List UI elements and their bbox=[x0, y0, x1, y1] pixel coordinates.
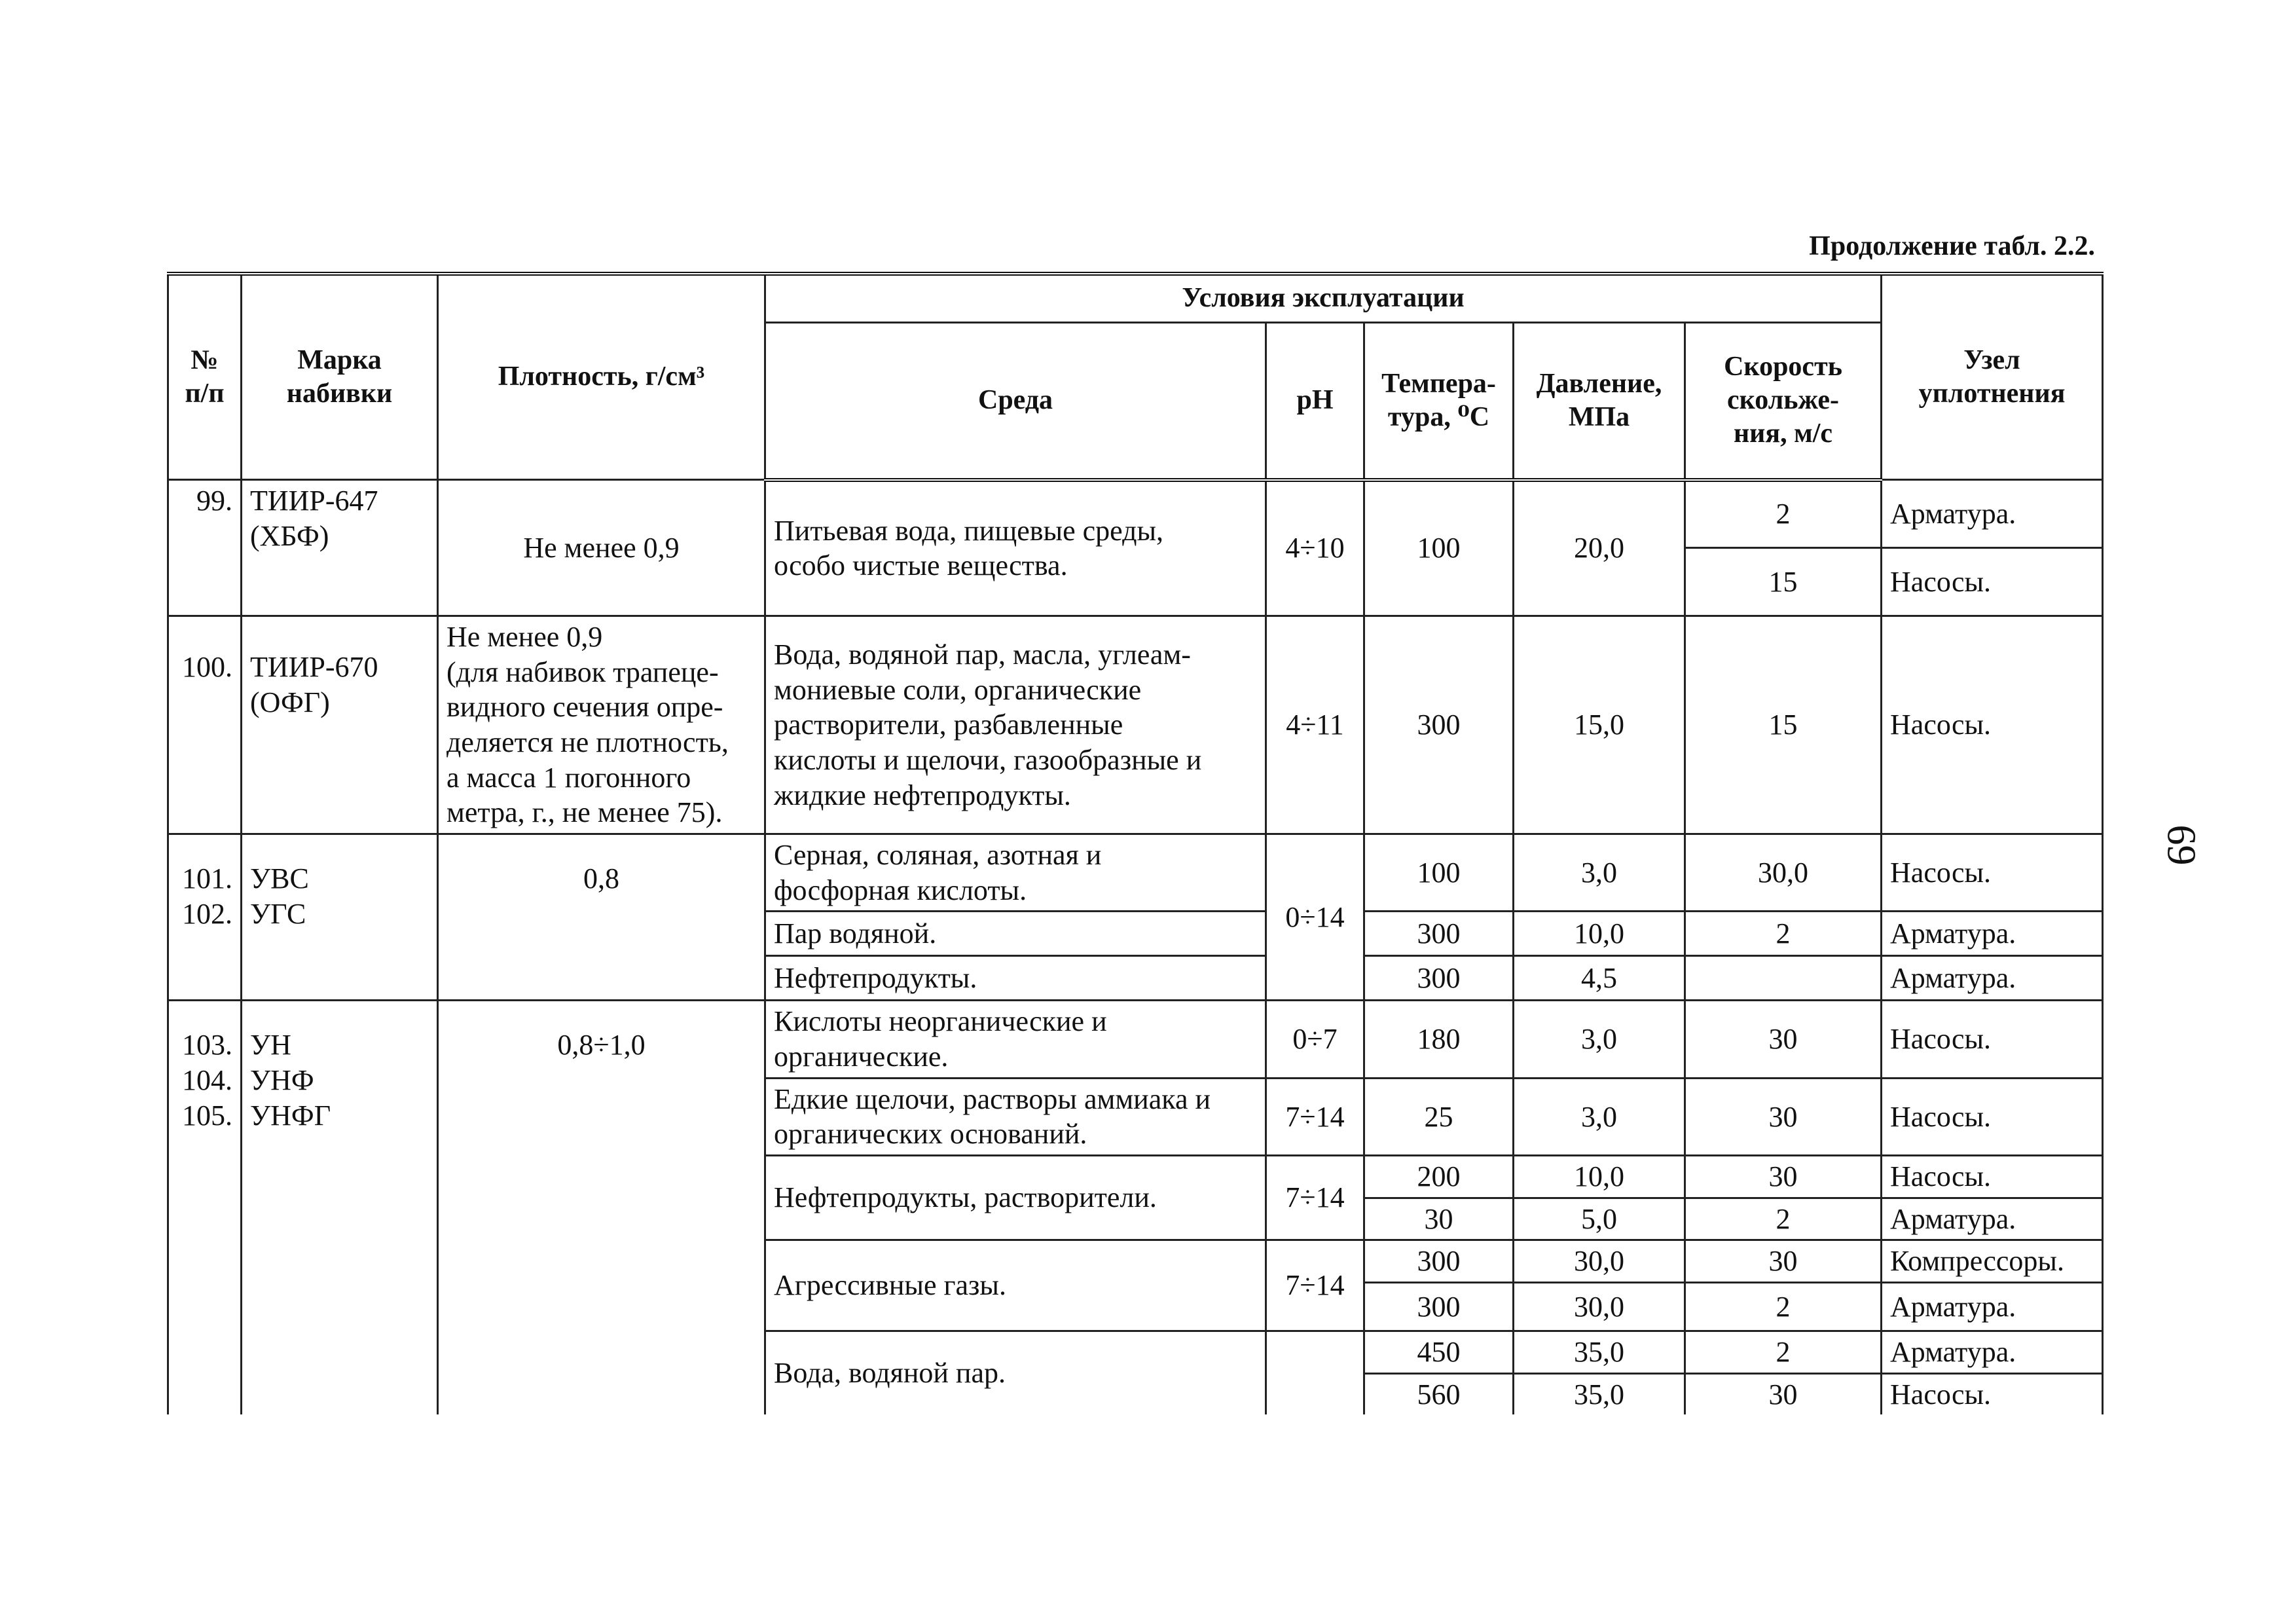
row-ph: 0÷7 bbox=[1266, 1001, 1364, 1078]
row-env: Агрессивные газы. bbox=[765, 1240, 1266, 1331]
row-pressure: 35,0 bbox=[1514, 1373, 1685, 1414]
row-ph: 4÷10 bbox=[1266, 480, 1364, 616]
row-env: Едкие щелочи, растворы аммиака и органических оснований. bbox=[765, 1078, 1266, 1155]
row-ph: 0÷14 bbox=[1266, 834, 1364, 1001]
row-pressure: 10,0 bbox=[1514, 1156, 1685, 1198]
row-node: Арматура. bbox=[1882, 956, 2103, 1001]
row-num: 101. 102. bbox=[168, 834, 242, 1001]
header-pressure: Давление, МПа bbox=[1514, 323, 1685, 480]
row-ph: 4÷11 bbox=[1266, 616, 1364, 834]
row-ph: 7÷14 bbox=[1266, 1156, 1364, 1240]
header-density: Плотность, г/см³ bbox=[438, 274, 765, 480]
row-temp: 300 bbox=[1364, 1240, 1514, 1283]
row-num: 99. bbox=[168, 480, 242, 616]
row-density: Не менее 0,9 bbox=[438, 480, 765, 616]
header-temp: Темпера- тура, ⁰С bbox=[1364, 323, 1514, 480]
row-temp: 100 bbox=[1364, 480, 1514, 616]
header-speed: Скорость скольже- ния, м/с bbox=[1685, 323, 1882, 480]
header-ph: pH bbox=[1266, 323, 1364, 480]
row-node: Компрессоры. bbox=[1882, 1240, 2103, 1283]
row-pressure: 5,0 bbox=[1514, 1198, 1685, 1240]
row-density: 0,8÷1,0 bbox=[438, 1001, 765, 1415]
header-node: Узел уплотнения bbox=[1882, 274, 2103, 480]
row-pressure: 3,0 bbox=[1514, 834, 1685, 912]
table-row bbox=[168, 480, 2103, 548]
row-node: Насосы. bbox=[1882, 1078, 2103, 1155]
row-speed: 15 bbox=[1685, 548, 1882, 616]
header-mark: Марка набивки bbox=[242, 274, 438, 480]
row-temp: 300 bbox=[1364, 956, 1514, 1001]
row-env: Нефтепродукты, растворители. bbox=[765, 1156, 1266, 1240]
row-env: Вода, водяной пар, масла, углеам- мониевые соли, органические растворители, разбавленные кислоты и щелочи, газообразные и жидкие нефтепродукты. bbox=[765, 616, 1266, 834]
row-node: Насосы. bbox=[1882, 1001, 2103, 1078]
row-mark: ТИИР-670 (ОФГ) bbox=[242, 616, 438, 834]
row-ph: 7÷14 bbox=[1266, 1240, 1364, 1331]
row-speed: 30,0 bbox=[1685, 834, 1882, 912]
row-mark: УВС УГС bbox=[242, 834, 438, 1001]
row-pressure: 30,0 bbox=[1514, 1283, 1685, 1331]
row-mark: УН УНФ УНФГ bbox=[242, 1001, 438, 1415]
packing-table bbox=[167, 272, 2104, 1414]
row-speed: 2 bbox=[1685, 1283, 1882, 1331]
row-pressure: 15,0 bbox=[1514, 616, 1685, 834]
header-env: Среда bbox=[765, 323, 1266, 480]
row-temp: 300 bbox=[1364, 616, 1514, 834]
row-node: Насосы. bbox=[1882, 1156, 2103, 1198]
row-pressure: 3,0 bbox=[1514, 1001, 1685, 1078]
row-mark: ТИИР-647 (ХБФ) bbox=[242, 480, 438, 616]
row-speed: 2 bbox=[1685, 1198, 1882, 1240]
row-speed: 30 bbox=[1685, 1156, 1882, 1198]
row-node: Арматура. bbox=[1882, 1331, 2103, 1374]
row-ph: 7÷14 bbox=[1266, 1078, 1364, 1155]
row-env: Кислоты неорганические и органические. bbox=[765, 1001, 1266, 1078]
row-temp: 25 bbox=[1364, 1078, 1514, 1155]
row-speed: 2 bbox=[1685, 480, 1882, 548]
row-node: Насосы. bbox=[1882, 834, 2103, 912]
row-speed bbox=[1685, 956, 1882, 1001]
row-temp: 180 bbox=[1364, 1001, 1514, 1078]
row-pressure: 30,0 bbox=[1514, 1240, 1685, 1283]
row-node: Насосы. bbox=[1882, 1373, 2103, 1414]
row-pressure: 35,0 bbox=[1514, 1331, 1685, 1374]
row-env: Вода, водяной пар. bbox=[765, 1331, 1266, 1415]
table-row bbox=[168, 1001, 2103, 1078]
row-speed: 2 bbox=[1685, 1331, 1882, 1374]
row-speed: 30 bbox=[1685, 1001, 1882, 1078]
table-row bbox=[168, 834, 2103, 912]
header-num: № п/п bbox=[168, 274, 242, 480]
row-pressure: 3,0 bbox=[1514, 1078, 1685, 1155]
row-env: Питьевая вода, пищевые среды, особо чистые вещества. bbox=[765, 480, 1266, 616]
row-node: Арматура. bbox=[1882, 1283, 2103, 1331]
row-speed: 30 bbox=[1685, 1078, 1882, 1155]
row-num: 103. 104. 105. bbox=[168, 1001, 242, 1415]
row-env: Пар водяной. bbox=[765, 912, 1266, 956]
row-env: Серная, соляная, азотная и фосфорная кислоты. bbox=[765, 834, 1266, 912]
row-density: Не менее 0,9 (для набивок трапеце- видного сечения опре- деляется не плотность, а масса 1 погонного метра, г., не менее 75). bbox=[438, 616, 765, 834]
row-env: Нефтепродукты. bbox=[765, 956, 1266, 1001]
row-ph bbox=[1266, 1331, 1364, 1415]
row-temp: 200 bbox=[1364, 1156, 1514, 1198]
row-pressure: 4,5 bbox=[1514, 956, 1685, 1001]
row-speed: 30 bbox=[1685, 1373, 1882, 1414]
row-node: Насосы. bbox=[1882, 616, 2103, 834]
row-temp: 300 bbox=[1364, 912, 1514, 956]
row-temp: 30 bbox=[1364, 1198, 1514, 1240]
row-pressure: 10,0 bbox=[1514, 912, 1685, 956]
row-pressure: 20,0 bbox=[1514, 480, 1685, 616]
row-num: 100. bbox=[168, 616, 242, 834]
row-node: Насосы. bbox=[1882, 548, 2103, 616]
row-speed: 30 bbox=[1685, 1240, 1882, 1283]
row-temp: 100 bbox=[1364, 834, 1514, 912]
header-conditions: Условия эксплуатации bbox=[765, 274, 1882, 323]
table-caption: Продолжение табл. 2.2. bbox=[1809, 231, 2095, 261]
page-number: 69 bbox=[2159, 824, 2204, 866]
row-speed: 15 bbox=[1685, 616, 1882, 834]
row-node: Арматура. bbox=[1882, 912, 2103, 956]
row-speed: 2 bbox=[1685, 912, 1882, 956]
table-row bbox=[168, 616, 2103, 834]
row-temp: 300 bbox=[1364, 1283, 1514, 1331]
row-node: Арматура. bbox=[1882, 1198, 2103, 1240]
row-temp: 560 bbox=[1364, 1373, 1514, 1414]
row-density: 0,8 bbox=[438, 834, 765, 1001]
row-temp: 450 bbox=[1364, 1331, 1514, 1374]
row-node: Арматура. bbox=[1882, 480, 2103, 548]
